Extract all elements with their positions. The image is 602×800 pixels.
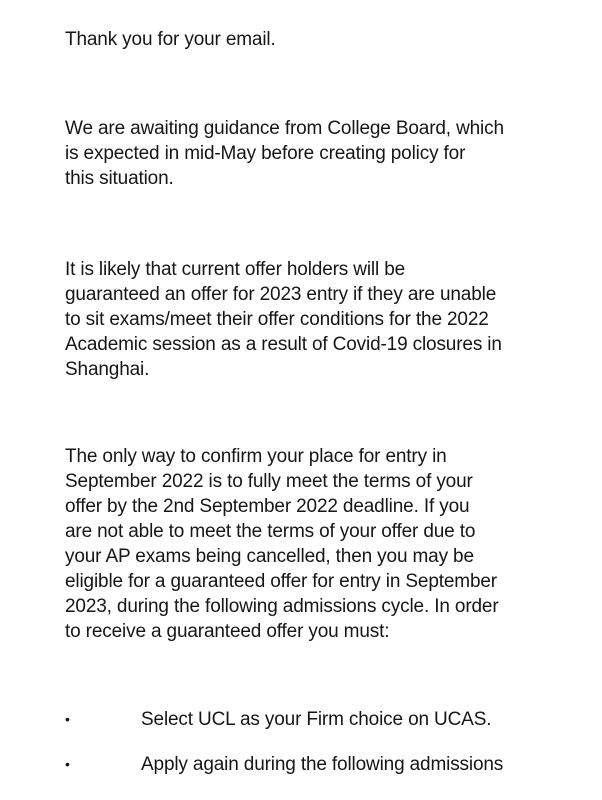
bullet-icon: • — [65, 711, 70, 727]
list-item — [65, 707, 585, 732]
greeting — [65, 27, 555, 52]
paragraph-line: is expected in mid-May before creating policy for — [65, 143, 466, 164]
paragraph-line: 2023, during the following admissions cycle. In order — [65, 596, 499, 617]
list-item — [65, 752, 585, 777]
paragraph-line: eligible for a guaranteed offer for entry in September — [65, 571, 497, 592]
paragraph-line: guaranteed an offer for 2023 entry if they are unable — [65, 284, 497, 305]
paragraph-line: It is likely that current offer holders will be — [65, 259, 406, 280]
paragraph-line: your AP exams being cancelled, then you may be — [65, 546, 474, 567]
paragraph-line: to receive a guaranteed offer you must: — [65, 621, 390, 642]
paragraph-line: Academic session as a result of Covid-19 closures in — [65, 334, 502, 355]
paragraph-line: offer by the 2nd September 2022 deadline. If you — [65, 496, 470, 517]
paragraph-line: are not able to meet the terms of your offer due to — [65, 521, 476, 542]
paragraph-line: The only way to confirm your place for entry in — [65, 446, 447, 467]
greeting-text: Thank you for your email. — [65, 29, 276, 50]
paragraph-line: Shanghai. — [65, 359, 150, 380]
paragraph-college-board — [65, 116, 555, 191]
paragraph-line: We are awaiting guidance from College Board, which — [65, 118, 504, 139]
bullet-icon: • — [65, 756, 70, 772]
list-item-text: Select UCL as your Firm choice on UCAS. — [141, 709, 492, 730]
paragraph-confirm-place — [65, 444, 555, 644]
paragraph-line: this situation. — [65, 168, 174, 189]
paragraph-line: to sit exams/meet their offer conditions for the 2022 — [65, 309, 489, 330]
paragraph-offer-holders — [65, 257, 555, 382]
paragraph-line: September 2022 is to fully meet the terms of your — [65, 471, 473, 492]
list-item-text: Apply again during the following admissions — [141, 754, 504, 775]
